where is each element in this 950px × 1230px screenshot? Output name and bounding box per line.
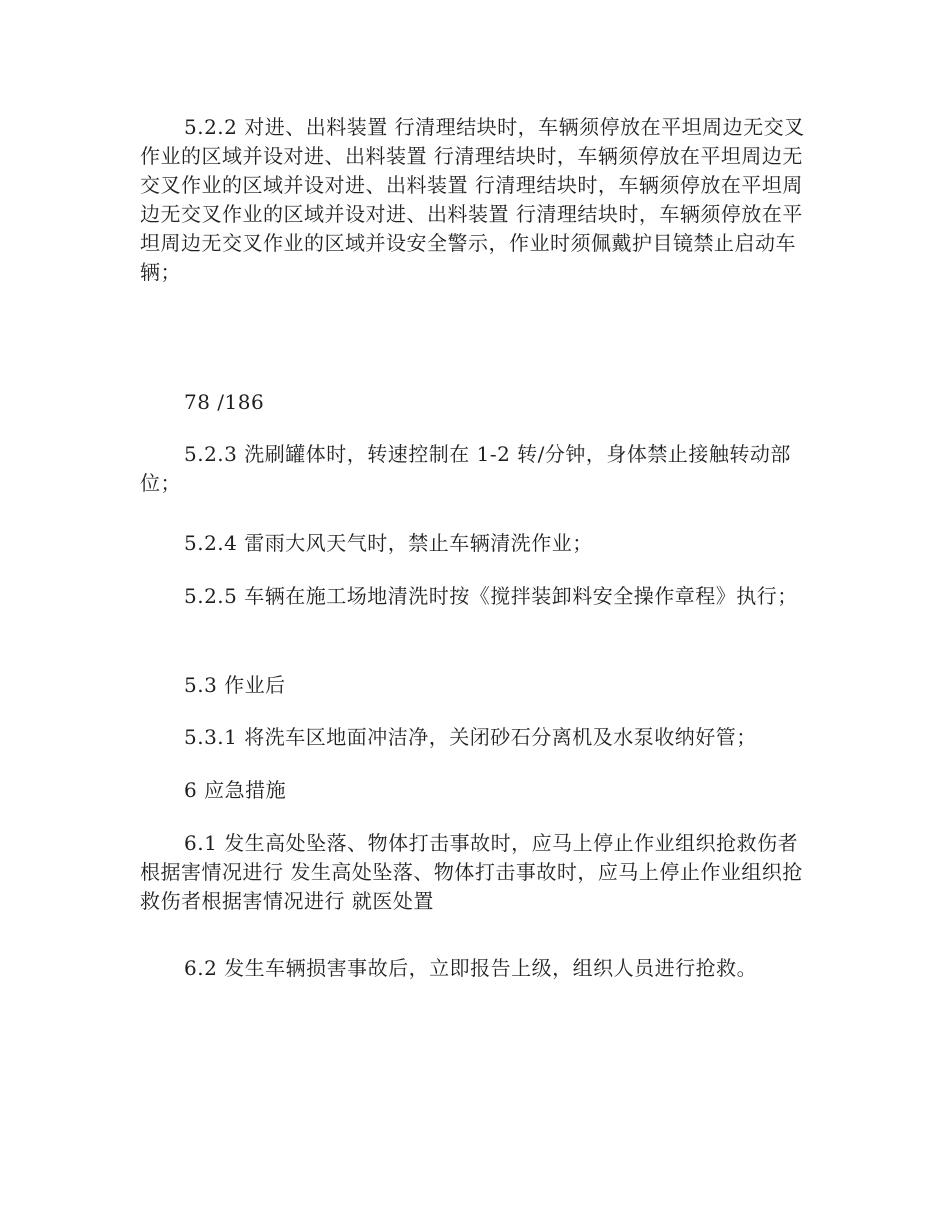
paragraph-6-2: 6.2 发生车辆损害事故后，立即报告上级，组织人员进行抢救。 [184, 956, 758, 980]
paragraph-5-3-1: 5.3.1 将洗车区地面冲洁净，关闭砂石分离机及水泵收纳好管； [184, 725, 757, 749]
paragraph-6-1: 6.1 发生高处坠落、物体打击事故时，应马上停止作业组织抢救伤者根据害情况进行 发生高处坠落、物体打击事故时，应马上停止作业组织抢救伤者根据害情况进行 就医处置 [140, 831, 803, 913]
section-heading-5-3: 5.3 作业后 [184, 673, 286, 697]
paragraph-5-2-4: 5.2.4 雷雨大风天气时，禁止车辆清洗作业； [184, 531, 593, 555]
page-number: 78 /186 [184, 390, 265, 414]
section-heading-6: 6 应急措施 [184, 778, 287, 802]
paragraph-5-2-2: 5.2.2 对进、出料装置 行清理结块时，车辆须停放在平坦周边无交叉作业的区域并设对进、出料装置 行清理结块时，车辆须停放在平坦周边无交叉作业的区域并设对进、出料装置 行清理结块时，车辆须停放在平坦周边无交叉作业的区域并设对进、出料装置 行清理结块时，车辆须停放在平坦周边无交叉作业的区域并设安全警示，作业时须佩戴护目镜禁止启动车辆； [140, 115, 805, 284]
paragraph-5-2-5: 5.2.5 车辆在施工场地清洗时按《搅拌装卸料安全操作章程》执行； [184, 584, 798, 608]
paragraph-5-2-3: 5.2.3 洗刷罐体时，转速控制在 1-2 转/分钟，身体禁止接触转动部位； [140, 442, 791, 495]
